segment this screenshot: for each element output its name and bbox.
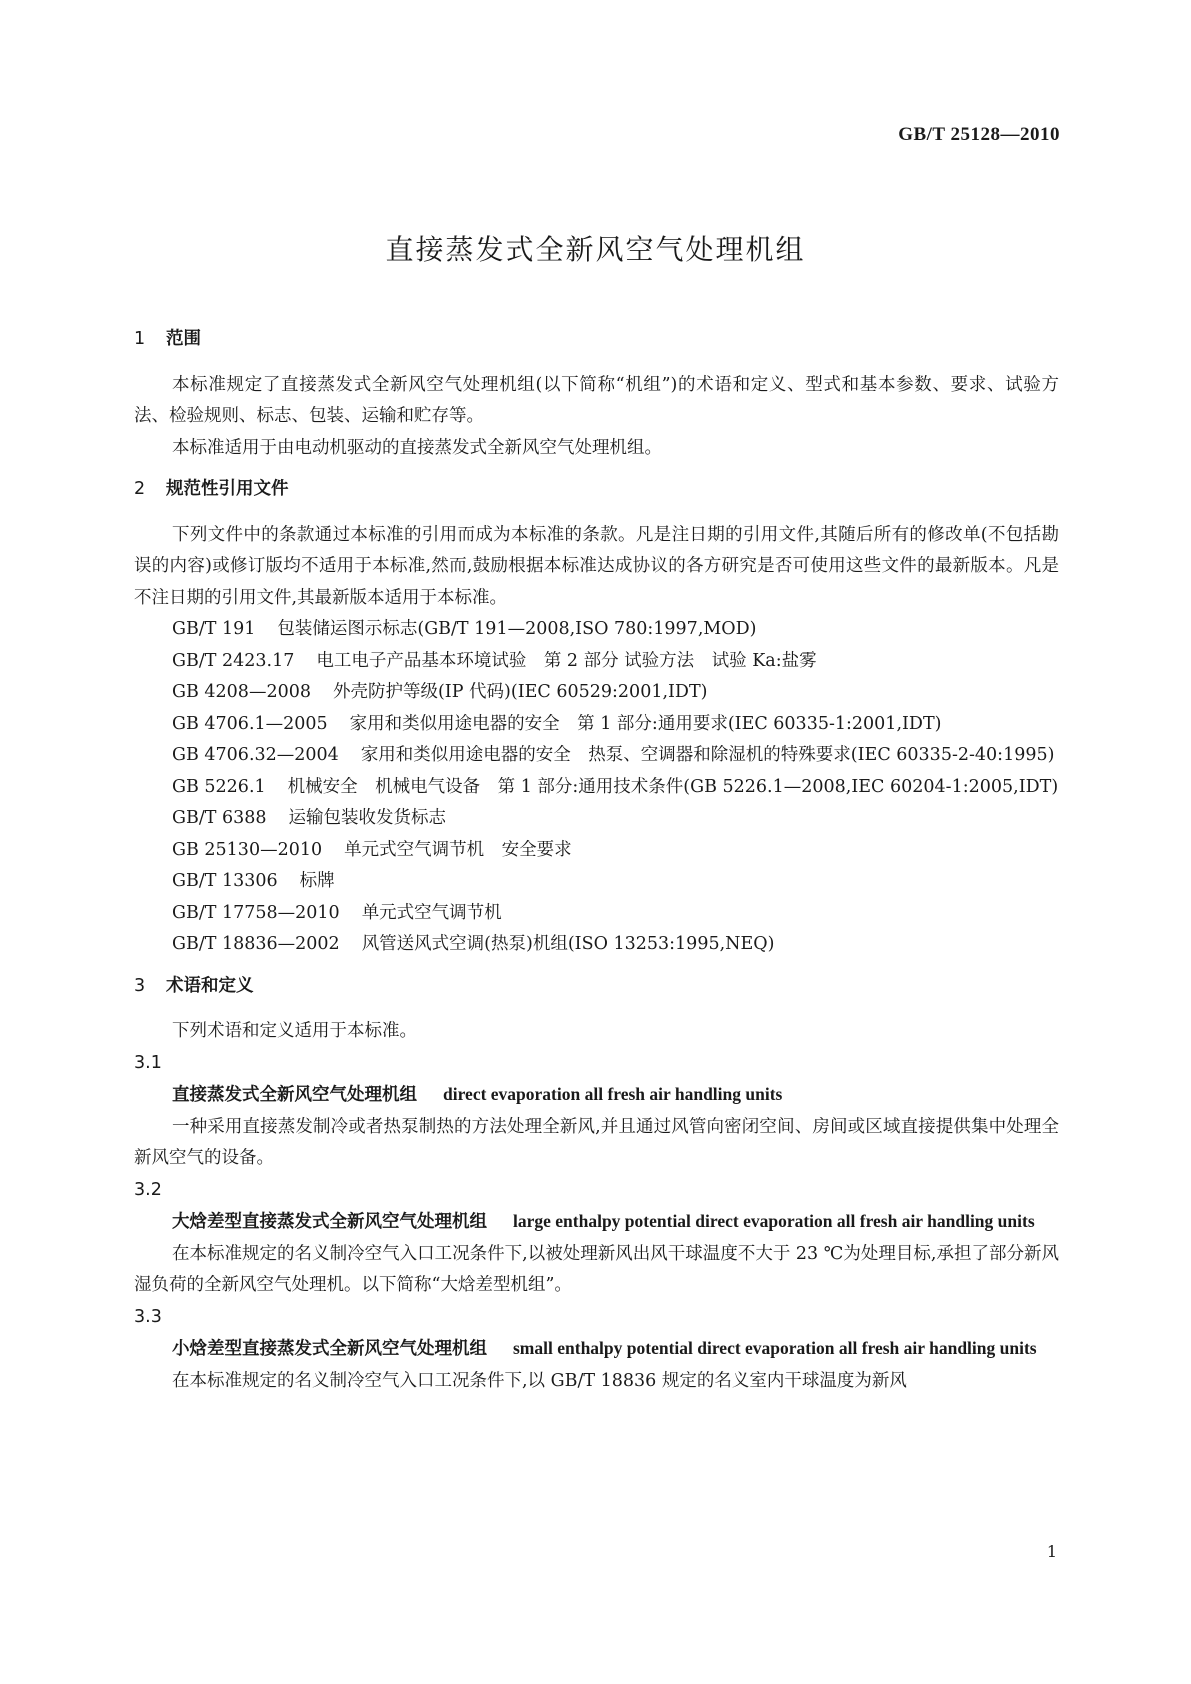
reference-item	[134, 709, 1059, 741]
reference-code: GB 4706.32—2004	[172, 745, 339, 765]
reference-code: GB 4208—2008	[172, 682, 311, 702]
term-definition: 在本标准规定的名义制冷空气入口工况条件下,以 GB/T 18836 规定的名义室内干球温度为新风	[172, 1370, 907, 1391]
reference-code: GB/T 18836—2002	[172, 934, 340, 954]
section-title: 术语和定义	[166, 975, 254, 996]
section-number: 1	[134, 329, 146, 349]
term-definition: 一种采用直接蒸发制冷或者热泵制热的方法处理全新风,并且通过风管向密闭空间、房间或区域直接提供集中处理全新风空气的设备。	[134, 1116, 1059, 1168]
reference-code: GB/T 6388	[172, 808, 267, 828]
term-title-en: direct evaporation all fresh air handling units	[443, 1084, 783, 1104]
reference-title: 单元式空气调节机	[361, 902, 502, 923]
reference-title: 标牌	[299, 871, 335, 891]
term-title-zh: 大焓差型直接蒸发式全新风空气处理机组	[172, 1212, 487, 1232]
reference-title: 家用和类似用途电器的安全 第 1 部分:通用要求(IEC 60335-1:2001,IDT)	[349, 713, 942, 734]
term-title-zh: 小焓差型直接蒸发式全新风空气处理机组	[172, 1339, 487, 1359]
reference-item	[134, 835, 1059, 867]
term-title	[134, 1333, 1059, 1366]
reference-item	[134, 866, 1059, 898]
reference-item	[134, 646, 1059, 678]
reference-code: GB/T 13306	[172, 871, 278, 891]
reference-item	[134, 614, 1059, 646]
document-body	[134, 324, 1059, 1397]
term-title-en: large enthalpy potential direct evaporation all fresh air handling units	[513, 1211, 1035, 1231]
section-title: 规范性引用文件	[166, 479, 289, 499]
reference-item	[134, 898, 1059, 930]
section-number: 3	[134, 975, 146, 996]
reference-item	[134, 677, 1059, 709]
reference-code: GB 5226.1	[172, 776, 266, 797]
section-2-heading	[134, 474, 1059, 506]
term-title	[134, 1079, 1059, 1112]
reference-title: 家用和类似用途电器的安全 热泵、空调器和除湿机的特殊要求(IEC 60335-2-40:1995)	[360, 745, 1055, 765]
section-1-heading	[134, 324, 1059, 356]
terms-intro: 下列术语和定义适用于本标准。	[172, 1021, 417, 1041]
term-number: 3.1	[134, 1052, 162, 1073]
term-title-zh: 直接蒸发式全新风空气处理机组	[172, 1085, 417, 1105]
reference-title: 外壳防护等级(IP 代码)(IEC 60529:2001,IDT)	[332, 682, 708, 702]
reference-title: 单元式空气调节机 安全要求	[344, 839, 572, 860]
reference-title: 风管送风式空调(热泵)机组(ISO 13253:1995,NEQ)	[361, 934, 775, 954]
reference-title: 包装储运图示标志(GB/T 191—2008,ISO 780:1997,MOD)	[277, 619, 757, 639]
standard-code: GB/T 25128—2010	[898, 124, 1060, 145]
reference-item	[134, 740, 1059, 772]
reference-title: 机械安全 机械电气设备 第 1 部分:通用技术条件(GB 5226.1—2008,IEC 60204-1:2005,IDT)	[287, 776, 1059, 797]
term-number: 3.2	[134, 1179, 162, 1200]
reference-code: GB/T 191	[172, 619, 256, 639]
reference-code: GB/T 2423.17	[172, 650, 295, 671]
term-number: 3.3	[134, 1306, 162, 1327]
reference-title: 电工电子产品基本环境试验 第 2 部分 试验方法 试验 Ka:盐雾	[316, 650, 817, 671]
reference-item	[134, 803, 1059, 835]
page-number: 1	[1046, 1542, 1057, 1561]
reference-item	[134, 929, 1059, 961]
reference-item	[134, 772, 1059, 804]
section-number: 2	[134, 479, 146, 499]
reference-code: GB/T 17758—2010	[172, 902, 340, 923]
section-3-heading	[134, 971, 1059, 1003]
term-title	[134, 1206, 1059, 1239]
reference-code: GB 4706.1—2005	[172, 713, 328, 734]
document-title: 直接蒸发式全新风空气处理机组	[385, 233, 806, 266]
term-title-en: small enthalpy potential direct evaporation all fresh air handling units	[513, 1338, 1037, 1358]
scope-paragraph: 本标准适用于由电动机驱动的直接蒸发式全新风空气处理机组。	[172, 437, 662, 458]
references-intro: 下列文件中的条款通过本标准的引用而成为本标准的条款。凡是注日期的引用文件,其随后所有的修改单(不包括勘误的内容)或修订版均不适用于本标准,然而,鼓励根据本标准达成协议的各方研究是否可使用这些文件的最新版本。凡是不注日期的引用文件,其最新版本适用于本标准。	[134, 524, 1059, 608]
scope-paragraph: 本标准规定了直接蒸发式全新风空气处理机组(以下简称“机组”)的术语和定义、型式和基本参数、要求、试验方法、检验规则、标志、包装、运输和贮存等。	[134, 374, 1059, 426]
term-definition: 在本标准规定的名义制冷空气入口工况条件下,以被处理新风出风干球温度不大于 23 ℃为处理目标,承担了部分新风湿负荷的全新风空气处理机。以下简称“大焓差型机组”。	[134, 1243, 1059, 1295]
reference-code: GB 25130—2010	[172, 839, 323, 860]
reference-title: 运输包装收发货标志	[288, 808, 447, 828]
section-title: 范围	[166, 329, 201, 349]
